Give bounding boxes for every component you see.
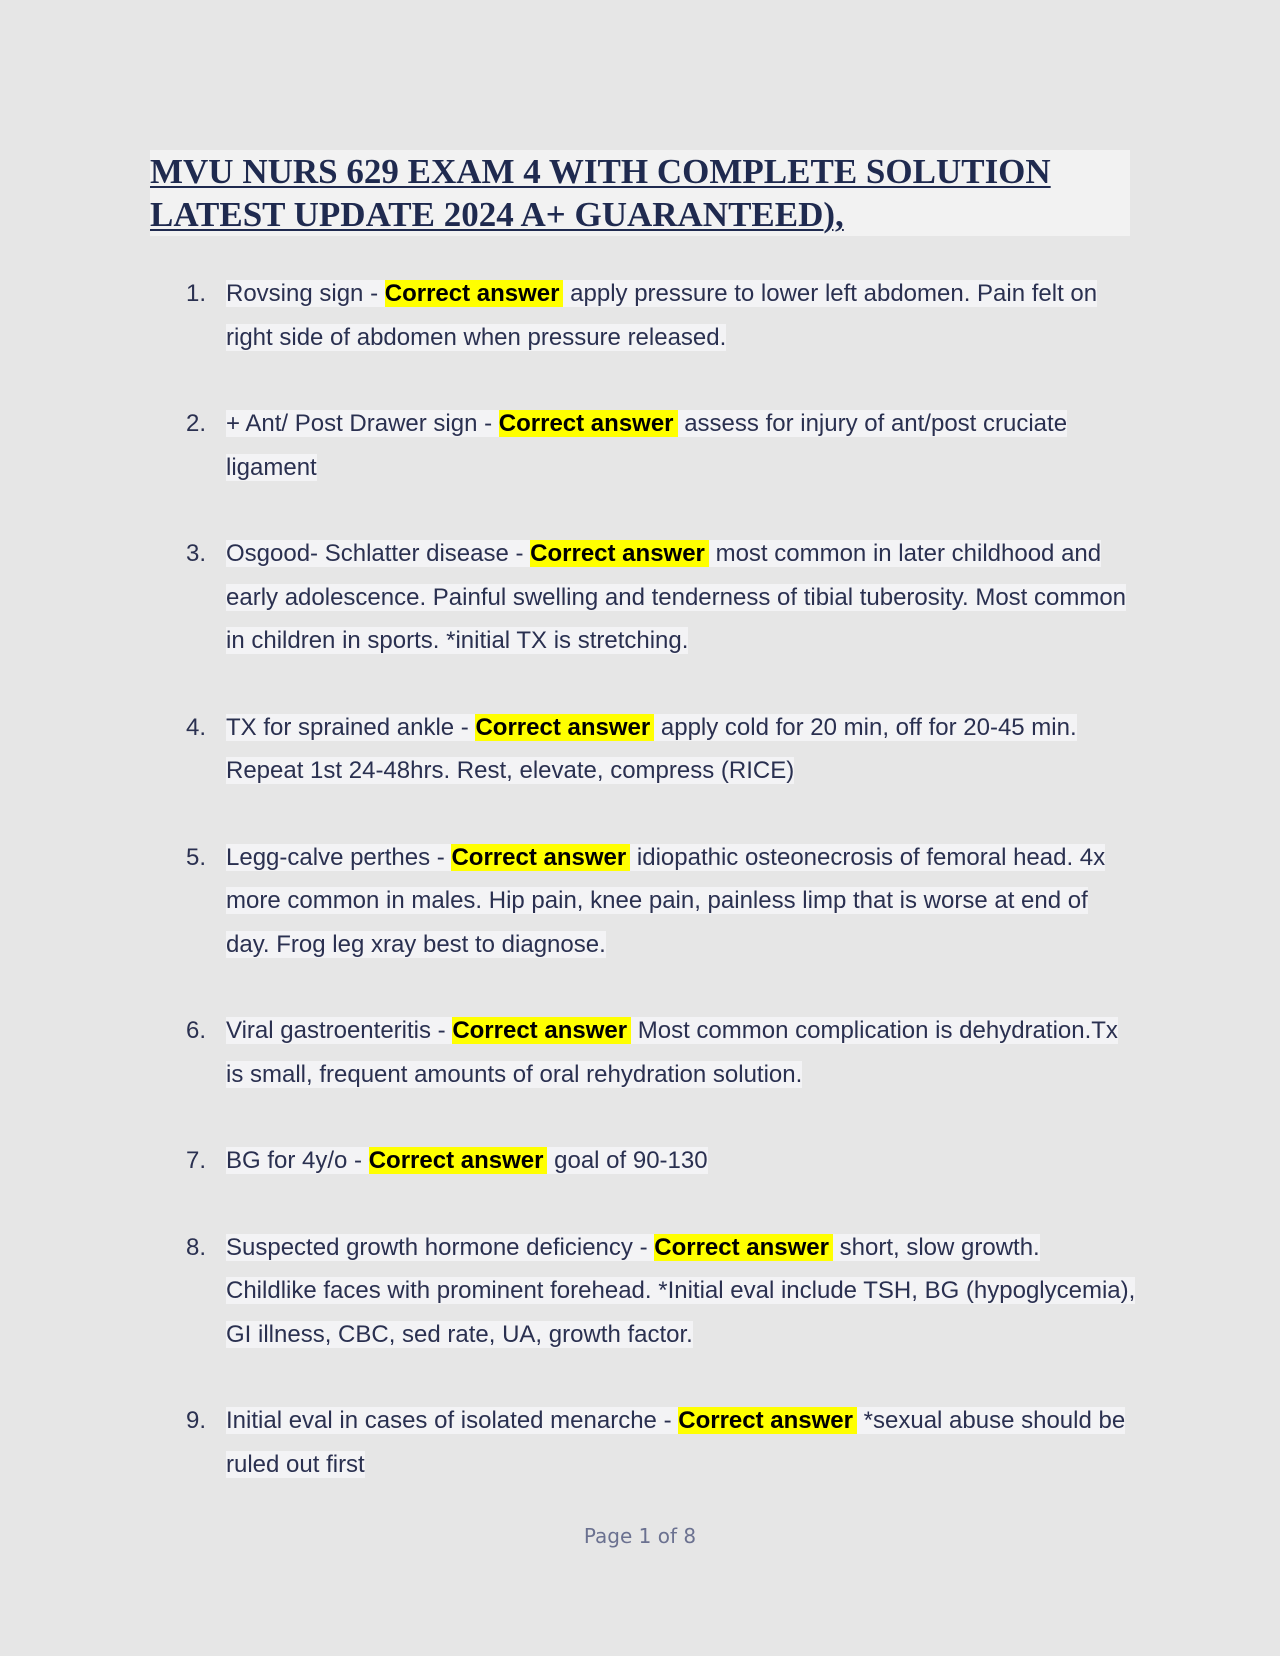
- document-title: [150, 150, 1130, 236]
- title-line-2: LATEST UPDATE 2024 A+ GUARANTEED),: [150, 193, 1130, 236]
- correct-answer-label: Correct answer: [499, 410, 678, 437]
- correct-answer-label: Correct answer: [475, 714, 654, 741]
- question-term: TX for sprained ankle -: [226, 713, 476, 741]
- list-item: [0, 706, 1280, 793]
- list-item: [0, 272, 1280, 359]
- answer-text: assess for injury of ant/post cruciate ligament: [226, 410, 1068, 481]
- answer-text: apply pressure to lower left abdomen. Pain felt on right side of abdomen when pressure released.: [226, 280, 1098, 351]
- correct-answer-label: Correct answer: [530, 540, 709, 567]
- question-term: Initial eval in cases of isolated menarche -: [226, 1407, 679, 1434]
- item-text: [226, 1399, 1136, 1486]
- question-term: BG for 4y/o -: [226, 1147, 369, 1174]
- answer-text: *sexual abuse should be ruled out first: [226, 1407, 1126, 1478]
- question-term: Legg-calve perthes -: [226, 843, 452, 871]
- answer-text: idiopathic osteonecrosis of femoral head. 4x more common in males. Hip pain, knee pain, painless limp that is worse at end of day. Frog leg xray best to diagnose.: [226, 843, 1106, 958]
- correct-answer-label: Correct answer: [678, 1407, 857, 1434]
- question-term: Osgood- Schlatter disease -: [226, 540, 531, 567]
- item-number: 9.: [186, 1407, 207, 1434]
- question-term: Suspected growth hormone deficiency -: [226, 1233, 655, 1261]
- item-text: [226, 1009, 1136, 1096]
- list-item: [0, 1226, 1280, 1357]
- item-number: 4.: [186, 713, 207, 741]
- page-footer: Page 1 of 8: [583, 1524, 697, 1548]
- item-number: 7.: [186, 1147, 207, 1174]
- item-text: [226, 706, 1136, 793]
- correct-answer-label: Correct answer: [385, 280, 564, 307]
- list-item: [0, 1139, 1280, 1183]
- title-line-1: MVU NURS 629 EXAM 4 WITH COMPLETE SOLUTION: [150, 150, 1130, 193]
- item-text: [226, 402, 1136, 489]
- answer-text: Most common complication is dehydration.Tx is small, frequent amounts of oral rehydration solution.: [226, 1017, 1118, 1088]
- correct-answer-label: Correct answer: [369, 1147, 548, 1174]
- item-number: 1.: [186, 280, 207, 307]
- answer-text: most common in later childhood and early adolescence. Painful swelling and tenderness of tibial tuberosity. Most common in children in sports. *initial TX is stretching.: [226, 540, 1127, 654]
- answer-text: short, slow growth. Childlike faces with prominent forehead. *Initial eval include TSH, BG (hypoglycemia), GI illness, CBC, sed rate, UA, growth factor.: [226, 1233, 1136, 1348]
- item-number: 8.: [186, 1233, 207, 1261]
- item-text: [226, 532, 1136, 663]
- correct-answer-label: Correct answer: [654, 1234, 833, 1261]
- item-text: [226, 272, 1136, 359]
- list-item: [0, 532, 1280, 663]
- list-item: [0, 836, 1280, 967]
- list-item: [0, 402, 1280, 489]
- list-item: [0, 1009, 1280, 1096]
- answer-text: apply cold for 20 min, off for 20-45 min. Repeat 1st 24-48hrs. Rest, elevate, compress (RICE): [226, 713, 1077, 784]
- correct-answer-label: Correct answer: [451, 844, 630, 871]
- correct-answer-label: Correct answer: [452, 1017, 631, 1044]
- item-number: 2.: [186, 410, 207, 437]
- item-text: [226, 1139, 1136, 1183]
- question-list: [0, 272, 1280, 1529]
- answer-text: goal of 90-130: [547, 1147, 708, 1174]
- item-number: 6.: [186, 1017, 207, 1044]
- item-number: 5.: [186, 843, 207, 871]
- item-number: 3.: [186, 540, 207, 567]
- item-text: [226, 836, 1136, 967]
- question-term: Viral gastroenteritis -: [226, 1017, 453, 1044]
- list-item: [0, 1399, 1280, 1486]
- question-term: + Ant/ Post Drawer sign -: [226, 410, 499, 437]
- item-text: [226, 1226, 1136, 1357]
- question-term: Rovsing sign -: [226, 280, 385, 307]
